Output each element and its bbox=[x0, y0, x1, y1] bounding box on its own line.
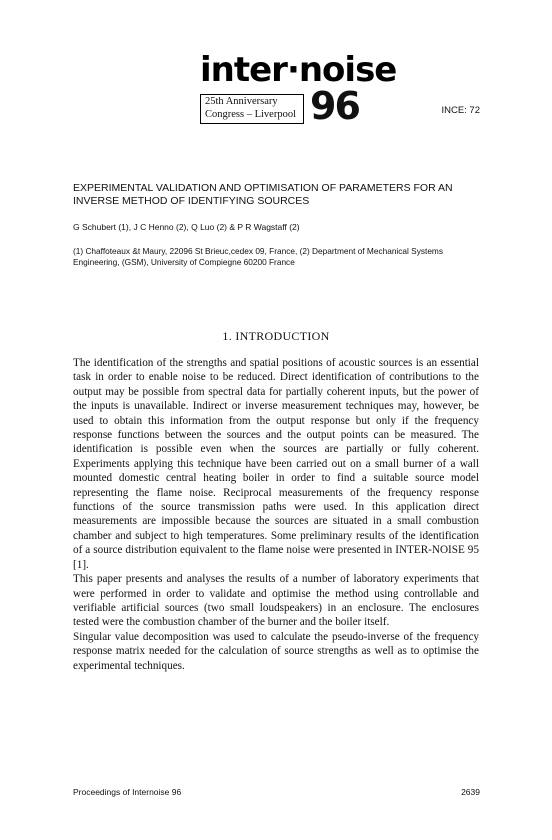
paragraph: This paper presents and analyses the results of a number of laboratory experiments that were performed in order to validate and optimise the method using controllable and verifiable artificial sources (two small loudspeakers) in an enclosure. The enclosures tested were the combustion chamber of the burner and the boiler itself. bbox=[73, 573, 479, 629]
section-heading: 1. INTRODUCTION bbox=[222, 329, 330, 343]
logo-year: 96 bbox=[310, 84, 359, 128]
logo-congress-line: Congress – Liverpool bbox=[205, 108, 296, 120]
page-number: 2639 bbox=[461, 787, 480, 797]
body-text bbox=[73, 356, 479, 673]
logo-title: inter·noise bbox=[200, 50, 397, 90]
logo-anniversary-box bbox=[200, 94, 304, 124]
footer-proceedings: Proceedings of Internoise 96 bbox=[73, 787, 182, 797]
paper-title: EXPERIMENTAL VALIDATION AND OPTIMISATION OF PARAMETERS FOR AN INVERSE METHOD OF IDENTIFYING SOURCES bbox=[73, 182, 453, 207]
conference-logo bbox=[198, 50, 397, 128]
paragraph: The identification of the strengths and spatial positions of acoustic sources is an essential task in order to enable noise to be reduced. Direct identification of contributions to the output may be possible from spectral data for partially coherent inputs, but the power of the inputs is unavailable. Indirect or inverse measurement techniques may, however, be used to obtain this information from the output response but only if the frequency response functions between the sources and the output points can be measured. The identification is possible even when the sources are partially or fully coherent. Experiments applying this technique have been carried out on a small burner of a wall mounted domestic central heating boiler in order to find a suitable source model representing the flame noise. Reciprocal measurements of the frequency response functions of the source transmission paths were used. In this application direct measurements are impossible because the sources are situated in a small combustion chamber and subject to high temperatures. Some preliminary results of the identification of a source distribution equivalent to the flame noise were presented in INTER-NOISE 95 [1]. bbox=[73, 357, 479, 571]
logo-anniversary-line: 25th Anniversary bbox=[205, 96, 278, 107]
paragraph: Singular value decomposition was used to calculate the pseudo-inverse of the frequency response matrix needed for the calculation of source strengths as well as to optimise the experimental techniques. bbox=[73, 630, 479, 672]
paper-code: INCE: 72 bbox=[441, 105, 480, 116]
affiliations: (1) Chaffoteaux &t Maury, 22096 St Brieuc,cedex 09, France, (2) Department of Mechanical Systems Engineering, (GSM), University of Compiegne 60200 France bbox=[73, 246, 443, 267]
author-list: G Schubert (1), J C Henno (2), Q Luo (2) & P R Wagstaff (2) bbox=[73, 222, 300, 232]
